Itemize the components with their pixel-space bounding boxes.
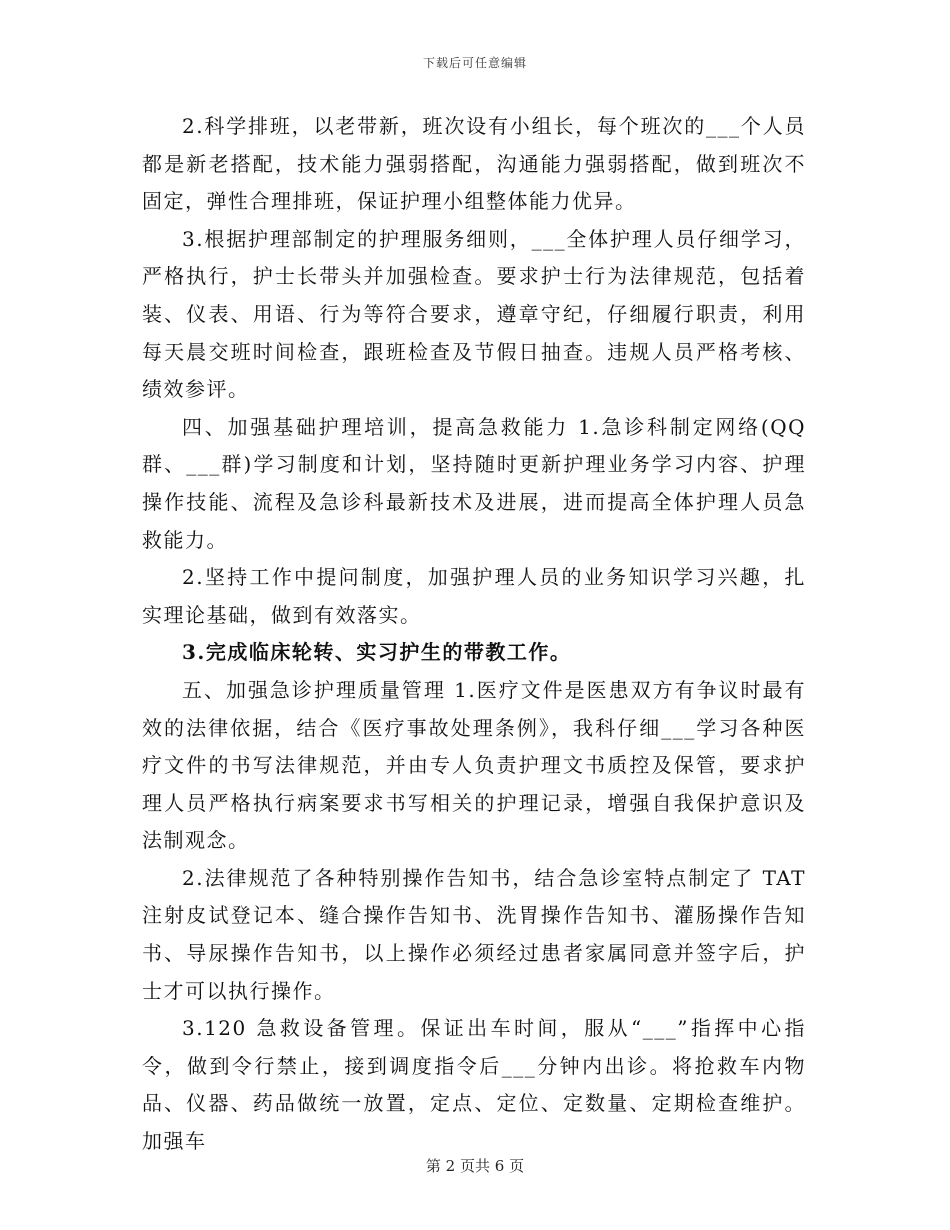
page-header: 下载后可任意编辑: [422, 56, 527, 70]
paragraph-8: 3.120 急救设备管理。保证出车时间，服从“___”指挥中心指令，做到令行禁止，接到调度指令后___分钟内出诊。将抢救车内物品、仪器、药品做统一放置，定点、定位、定数量、定期检查维护。加强车: [142, 1016, 806, 1154]
paragraph-3: 四、加强基础护理培训，提高急救能力 1.急诊科制定网络(QQ群、___群)学习制度和计划，坚持随时更新护理业务学习内容、护理操作技能、流程及急诊科最新技术及进展，进而提高全体护理人员急救能力。: [142, 414, 806, 552]
paragraph-5-bold: 3.完成临床轮转、实习护生的带教工作。: [182, 640, 572, 665]
paragraph-6: 五、加强急诊护理质量管理 1.医疗文件是医患双方有争议时最有效的法律依据，结合《医疗事故处理条例》，我科仔细___学习各种医疗文件的书写法律规范，并由专人负责护理文书质控及保管，要求护理人员严格执行病案要求书写相关的护理记录，增强自我保护意识及法制观念。: [142, 677, 806, 853]
document-body: [142, 108, 806, 1161]
page-footer: 第 2 页共 6 页: [425, 1157, 525, 1175]
paragraph-1: 2.科学排班，以老带新，班次设有小组长，每个班次的___个人员都是新老搭配，技术能力强弱搭配，沟通能力强弱搭配，做到班次不固定，弹性合理排班，保证护理小组整体能力优异。: [142, 114, 806, 214]
paragraph-2: 3.根据护理部制定的护理服务细则，___全体护理人员仔细学习，严格执行，护士长带头并加强检查。要求护士行为法律规范，包括着装、仪表、用语、行为等符合要求，遵章守纪，仔细履行职责，利用每天晨交班时间检查，跟班检查及节假日抽查。违规人员严格考核、绩效参评。: [142, 226, 806, 402]
paragraph-4: 2.坚持工作中提问制度，加强护理人员的业务知识学习兴趣，扎实理论基础，做到有效落实。: [142, 565, 806, 627]
paragraph-7: 2.法律规范了各种特别操作告知书，结合急诊室特点制定了 TAT 注射皮试登记本、缝合操作告知书、洗胃操作告知书、灌肠操作告知书、导尿操作告知书，以上操作必须经过患者家属同意并签字后，护士才可以执行操作。: [142, 865, 806, 1003]
